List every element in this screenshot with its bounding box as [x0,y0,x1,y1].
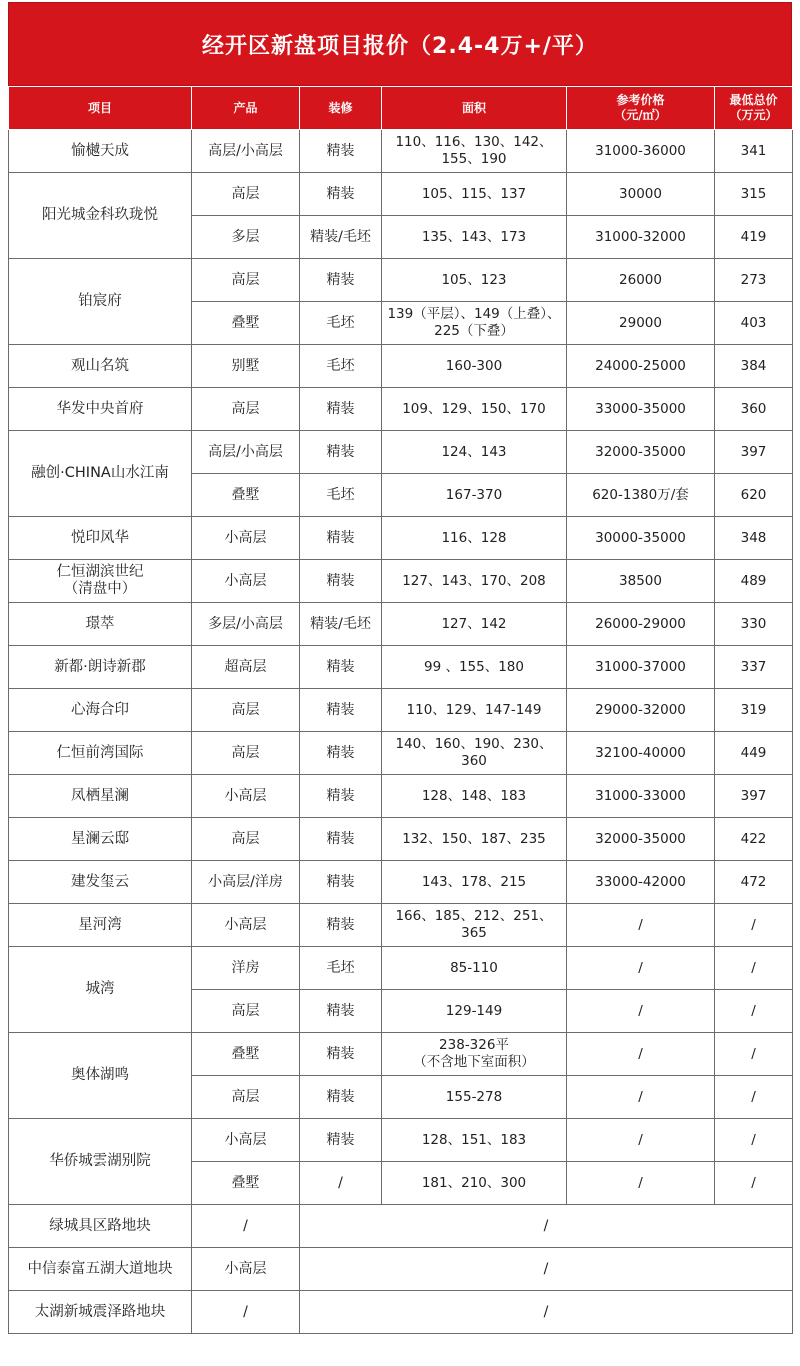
header-decoration: 装修 [300,87,382,130]
project-name-cell [9,560,192,603]
decoration-cell: 精装 [300,689,382,732]
min-total-cell: 330 [715,603,793,646]
price-table [8,86,793,1334]
decoration-cell: 精装 [300,1119,382,1162]
product-cell: 高层/小高层 [192,431,300,474]
area-cell [382,904,567,947]
product-cell: 高层 [192,259,300,302]
area-cell [382,216,567,259]
decoration-cell: 精装 [300,173,382,216]
project-name: 悦印风华 [71,529,129,546]
decoration-cell: 精装 [300,259,382,302]
decoration-cell: 精装 [300,1033,382,1076]
price-cell: / [567,947,715,990]
area-cell [382,646,567,689]
area-value: 143、178、215 [421,873,527,890]
area-value: 105、123 [441,271,507,288]
min-total-cell: 620 [715,474,793,517]
table-row [9,259,793,302]
min-total-cell: 384 [715,345,793,388]
price-cell: 24000-25000 [567,345,715,388]
project-name-cell [9,947,192,1033]
area-value: 110、129、147-149 [406,701,542,718]
table-row [9,1119,793,1162]
project-name-cell [9,689,192,732]
project-name: 星河湾 [78,916,122,933]
table-row [9,732,793,775]
project-name: 璟萃 [85,615,115,632]
min-total-cell: 449 [715,732,793,775]
project-name-cell [9,904,192,947]
area-cell [382,861,567,904]
merged-info-cell: / [300,1205,793,1248]
product-cell: 高层/小高层 [192,130,300,173]
project-name-cell [9,1033,192,1119]
product-cell: 高层 [192,990,300,1033]
table-row [9,689,793,732]
min-total-cell: / [715,1033,793,1076]
price-cell: 26000-29000 [567,603,715,646]
min-total-cell: 319 [715,689,793,732]
area-value: 85-110 [450,959,498,976]
min-total-cell: / [715,947,793,990]
area-cell [382,388,567,431]
table-row [9,431,793,474]
product-cell: 高层 [192,689,300,732]
table-row [9,775,793,818]
project-name-cell [9,130,192,173]
sheet-title: 经开区新盘项目报价（2.4-4万+/平） [8,2,792,86]
product-cell: 小高层 [192,517,300,560]
product-cell: 小高层 [192,1119,300,1162]
area-cell [382,818,567,861]
area-cell [382,302,567,345]
project-name: 铂宸府 [78,293,122,309]
table-row [9,947,793,990]
product-cell: 小高层/洋房 [192,861,300,904]
min-total-cell: 397 [715,431,793,474]
decoration-cell: 精装 [300,990,382,1033]
table-row [9,818,793,861]
area-cell [382,173,567,216]
product-cell: 叠墅 [192,302,300,345]
decoration-cell: 精装 [300,431,382,474]
min-total-cell: 315 [715,173,793,216]
area-cell [382,603,567,646]
table-row [9,861,793,904]
decoration-cell: 毛坯 [300,302,382,345]
price-cell: 33000-42000 [567,861,715,904]
area-cell [382,474,567,517]
project-name-cell [9,861,192,904]
project-name-cell [9,1119,192,1205]
area-cell [382,732,567,775]
project-name: 华发中央首府 [56,400,144,417]
price-cell: / [567,1162,715,1205]
parcel-row [9,1205,793,1248]
project-name: 融创·CHINA山水江南 [31,465,169,481]
min-total-cell: 341 [715,130,793,173]
area-value: 238-326平 [439,1037,509,1053]
decoration-cell: 毛坯 [300,947,382,990]
min-total-cell: / [715,1076,793,1119]
area-cell [382,259,567,302]
decoration-cell: 精装 [300,732,382,775]
price-cell: 30000-35000 [567,517,715,560]
price-sheet [8,2,792,1362]
area-cell [382,990,567,1033]
product-cell: 小高层 [192,775,300,818]
project-name: 愉樾天成 [71,142,129,159]
min-total-cell: 403 [715,302,793,345]
area-value: 132、150、187、235 [402,830,546,847]
header-project: 项目 [9,87,192,130]
decoration-cell: 精装 [300,517,382,560]
decoration-cell: 精装 [300,646,382,689]
decoration-cell: 精装/毛坯 [300,603,382,646]
decoration-cell: 精装 [300,388,382,431]
product-cell: 高层 [192,388,300,431]
area-value: 110、116、130、142、155、190 [395,134,553,167]
decoration-cell: 精装 [300,130,382,173]
header-area: 面积 [382,87,567,130]
parcel-row [9,1291,793,1334]
product-cell: / [192,1205,300,1248]
project-name-cell [9,259,192,345]
price-cell: 620-1380万/套 [567,474,715,517]
price-cell: 31000-32000 [567,216,715,259]
price-cell: 32100-40000 [567,732,715,775]
product-cell: / [192,1291,300,1334]
price-cell: 29000-32000 [567,689,715,732]
project-name-cell [9,732,192,775]
price-cell: / [567,990,715,1033]
area-value: 128、148、183 [421,787,527,804]
decoration-cell: 精装 [300,861,382,904]
product-cell: 别墅 [192,345,300,388]
project-name-cell [9,818,192,861]
project-name: 新都·朗诗新郡 [54,658,146,675]
min-total-cell: 422 [715,818,793,861]
table-row [9,388,793,431]
price-cell: / [567,1119,715,1162]
product-cell: 叠墅 [192,474,300,517]
area-cell [382,1076,567,1119]
project-name: 观山名筑 [71,357,129,374]
decoration-cell: 毛坯 [300,345,382,388]
project-name-cell [9,345,192,388]
min-total-cell: 419 [715,216,793,259]
product-cell: 高层 [192,1076,300,1119]
product-cell: 高层 [192,732,300,775]
product-cell: 洋房 [192,947,300,990]
min-total-cell: 397 [715,775,793,818]
product-cell: 高层 [192,173,300,216]
min-total-cell: 348 [715,517,793,560]
area-note: （不含地下室面积） [413,1054,535,1070]
product-cell: 多层 [192,216,300,259]
parcel-name-cell: 中信泰富五湖大道地块 [9,1248,192,1291]
product-cell: 多层/小高层 [192,603,300,646]
area-value: 155-278 [445,1088,503,1105]
decoration-cell: 精装 [300,1076,382,1119]
area-value: 124、143 [441,443,507,460]
area-value: 109、129、150、170 [402,400,546,417]
area-value: 181、210、300 [421,1174,527,1191]
area-value: 99 、155、180 [423,658,524,675]
area-value: 160-300 [445,357,503,374]
parcel-name-cell: 绿城具区路地块 [9,1205,192,1248]
table-row [9,560,793,603]
table-row [9,130,793,173]
project-name: 仁恒湖滨世纪 [56,564,144,580]
area-value: 105、115、137 [421,185,527,202]
project-name-cell [9,775,192,818]
header-min-total [715,87,793,130]
table-row [9,345,793,388]
project-name: 华侨城雲湖别院 [49,1153,151,1169]
project-name: 奥体湖鸣 [71,1067,129,1083]
area-value: 166、185、212、251、365 [395,908,553,941]
table-row [9,646,793,689]
price-cell: 31000-37000 [567,646,715,689]
area-cell [382,1162,567,1205]
decoration-cell: 精装 [300,904,382,947]
product-cell: 叠墅 [192,1033,300,1076]
min-total-cell: 489 [715,560,793,603]
area-value: 127、143、170、208 [402,572,546,589]
area-cell [382,689,567,732]
area-cell [382,130,567,173]
min-total-cell: 273 [715,259,793,302]
project-name-cell [9,517,192,560]
area-value: 135、143、173 [421,228,527,245]
header-total-line1: 最低总价 [729,93,778,107]
area-cell [382,775,567,818]
decoration-cell: 精装 [300,775,382,818]
area-cell [382,1119,567,1162]
price-cell: 29000 [567,302,715,345]
price-cell: 32000-35000 [567,818,715,861]
area-value: 140、160、190、230、360 [395,736,553,769]
area-cell [382,517,567,560]
decoration-cell: 精装 [300,560,382,603]
price-cell: 32000-35000 [567,431,715,474]
price-cell: 30000 [567,173,715,216]
min-total-cell: / [715,1162,793,1205]
table-row [9,517,793,560]
project-name-cell [9,388,192,431]
project-name: 建发玺云 [71,873,129,890]
table-row [9,603,793,646]
price-cell: 33000-35000 [567,388,715,431]
price-cell: / [567,904,715,947]
area-value: 127、142 [441,615,507,632]
parcel-row [9,1248,793,1291]
header-price-line1: 参考价格 [616,93,665,107]
min-total-cell: / [715,990,793,1033]
decoration-cell: 精装/毛坯 [300,216,382,259]
product-cell: 小高层 [192,904,300,947]
area-cell [382,345,567,388]
parcel-name-cell: 太湖新城震泽路地块 [9,1291,192,1334]
product-cell: 小高层 [192,1248,300,1291]
price-cell: / [567,1033,715,1076]
header-row [9,87,793,130]
min-total-cell: 337 [715,646,793,689]
project-name-cell [9,431,192,517]
project-name-note: （清盘中） [63,581,137,597]
table-row [9,173,793,216]
min-total-cell: 360 [715,388,793,431]
area-cell [382,431,567,474]
project-name: 心海合印 [71,701,129,718]
min-total-cell: / [715,904,793,947]
project-name: 凤栖星澜 [71,787,129,804]
project-name-cell [9,603,192,646]
project-name-cell [9,173,192,259]
project-name: 仁恒前湾国际 [56,744,144,761]
area-cell [382,560,567,603]
decoration-cell: 毛坯 [300,474,382,517]
area-cell [382,947,567,990]
header-product: 产品 [192,87,300,130]
price-cell: 38500 [567,560,715,603]
table-body [9,130,793,1334]
area-value: 129-149 [445,1002,503,1019]
project-name: 城湾 [85,981,115,997]
decoration-cell: 精装 [300,818,382,861]
decoration-cell: / [300,1162,382,1205]
area-value: 167-370 [445,486,503,503]
min-total-cell: 472 [715,861,793,904]
area-value: 139（平层）、149（上叠）、225（下叠） [387,306,561,339]
merged-info-cell: / [300,1248,793,1291]
price-cell: 31000-33000 [567,775,715,818]
header-price [567,87,715,130]
area-cell [382,1033,567,1076]
price-cell: 31000-36000 [567,130,715,173]
product-cell: 叠墅 [192,1162,300,1205]
table-row [9,904,793,947]
merged-info-cell: / [300,1291,793,1334]
project-name: 阳光城金科玖珑悦 [42,207,158,223]
min-total-cell: / [715,1119,793,1162]
project-name: 星澜云邸 [71,830,129,847]
product-cell: 小高层 [192,560,300,603]
price-cell: 26000 [567,259,715,302]
header-price-line2: （元/㎡） [614,108,667,122]
area-value: 116、128 [441,529,507,546]
header-total-line2: （万元） [729,108,778,122]
product-cell: 高层 [192,818,300,861]
table-row [9,1033,793,1076]
product-cell: 超高层 [192,646,300,689]
area-value: 128、151、183 [421,1131,527,1148]
price-cell: / [567,1076,715,1119]
project-name-cell [9,646,192,689]
